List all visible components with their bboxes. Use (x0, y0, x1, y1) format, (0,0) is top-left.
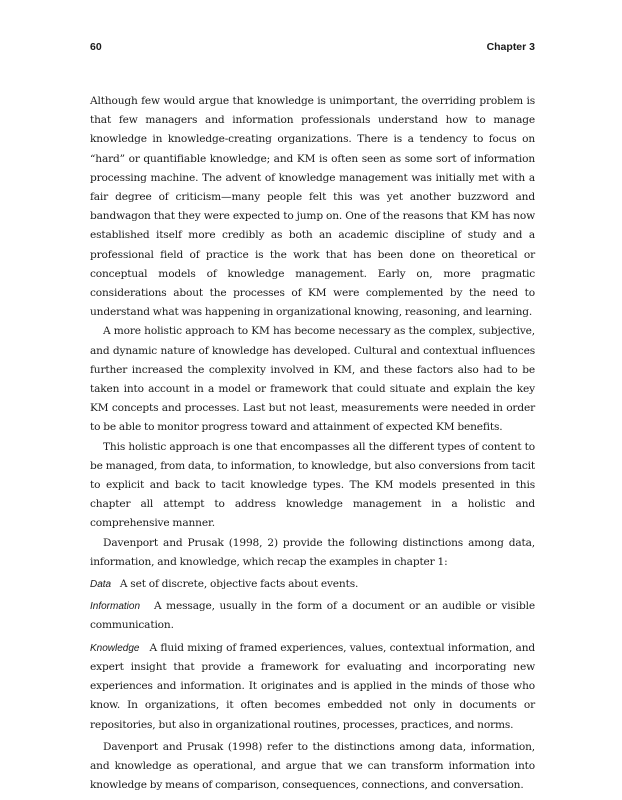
paragraph: A more holistic approach to KM has become necessary as the complex, subjective, and dynamic nature of knowledge has developed. Cultural and contextual influences further increased the complexity involved in KM, and these factors also had to be taken into account in a model or framework that could situate and explain the key KM concepts and processes. Last but not least, measurements were needed in order to be able to monitor progress toward and attainment of expected KM benefits. (90, 325, 535, 434)
paragraph: Davenport and Prusak (1998, 2) provide the following distinctions among data, information, and knowledge, which recap the examples in chapter 1: (90, 536, 535, 568)
definition-text: A fluid mixing of framed experiences, values, contextual information, and expert insight that provide a framework for evaluating and incorporating new experiences and information. It originates and is applied in the minds of those who know. In organizations, it often becomes embedded not only in documents or repositories, but also in organizational routines, processes, practices, and norms. (90, 641, 535, 731)
definition-term: Knowledge (90, 642, 140, 654)
definition-term: Data (90, 579, 112, 591)
closing-paragraph: Davenport and Prusak (1998) refer to the distinctions among data, information, and knowledge as operational, and argue that we can transform information into knowledge by means of comparison, consequences, connections, and conversation. (90, 740, 535, 792)
definition-text: A message, usually in the form of a document or an audible or visible communication. (90, 600, 535, 632)
page-number: 60 (90, 41, 102, 53)
definition-knowledge (90, 639, 535, 735)
definition-information (90, 597, 535, 635)
body-text (90, 92, 535, 795)
definition-term: Information (90, 601, 141, 613)
paragraph: Although few would argue that knowledge is unimportant, the overriding problem is that few managers and information professionals understand how to manage knowledge in knowledge-creating organizations. There is a tendency to focus on “hard” or quantifiable knowledge; and KM is often seen as some sort of information processing machine. The advent of knowledge management was initially met with a fair degree of criticism—many people felt this was yet another buzzword and bandwagon that they were expected to jump on. One of the reasons that KM has now established itself more credibly as both an academic discipline of study and a professional field of practice is the work that has been done on theoretical or conceptual models of knowledge management. Early on, more pragmatic considerations about the processes of KM were complemented by the need to understand what was happening in organizational knowing, reasoning, and learning. (90, 95, 535, 319)
definition-data (90, 575, 535, 594)
definition-text: A set of discrete, objective facts about events. (119, 578, 359, 591)
page-header (90, 41, 535, 57)
running-head: Chapter 3 (486, 41, 535, 53)
paragraph: This holistic approach is one that encompasses all the different types of content to be managed, from data, to information, to knowledge, but also conversions from tacit to explicit and back to tacit knowledge types. The KM models presented in this chapter all attempt to address knowledge management in a holistic and comprehensive manner. (90, 440, 535, 530)
